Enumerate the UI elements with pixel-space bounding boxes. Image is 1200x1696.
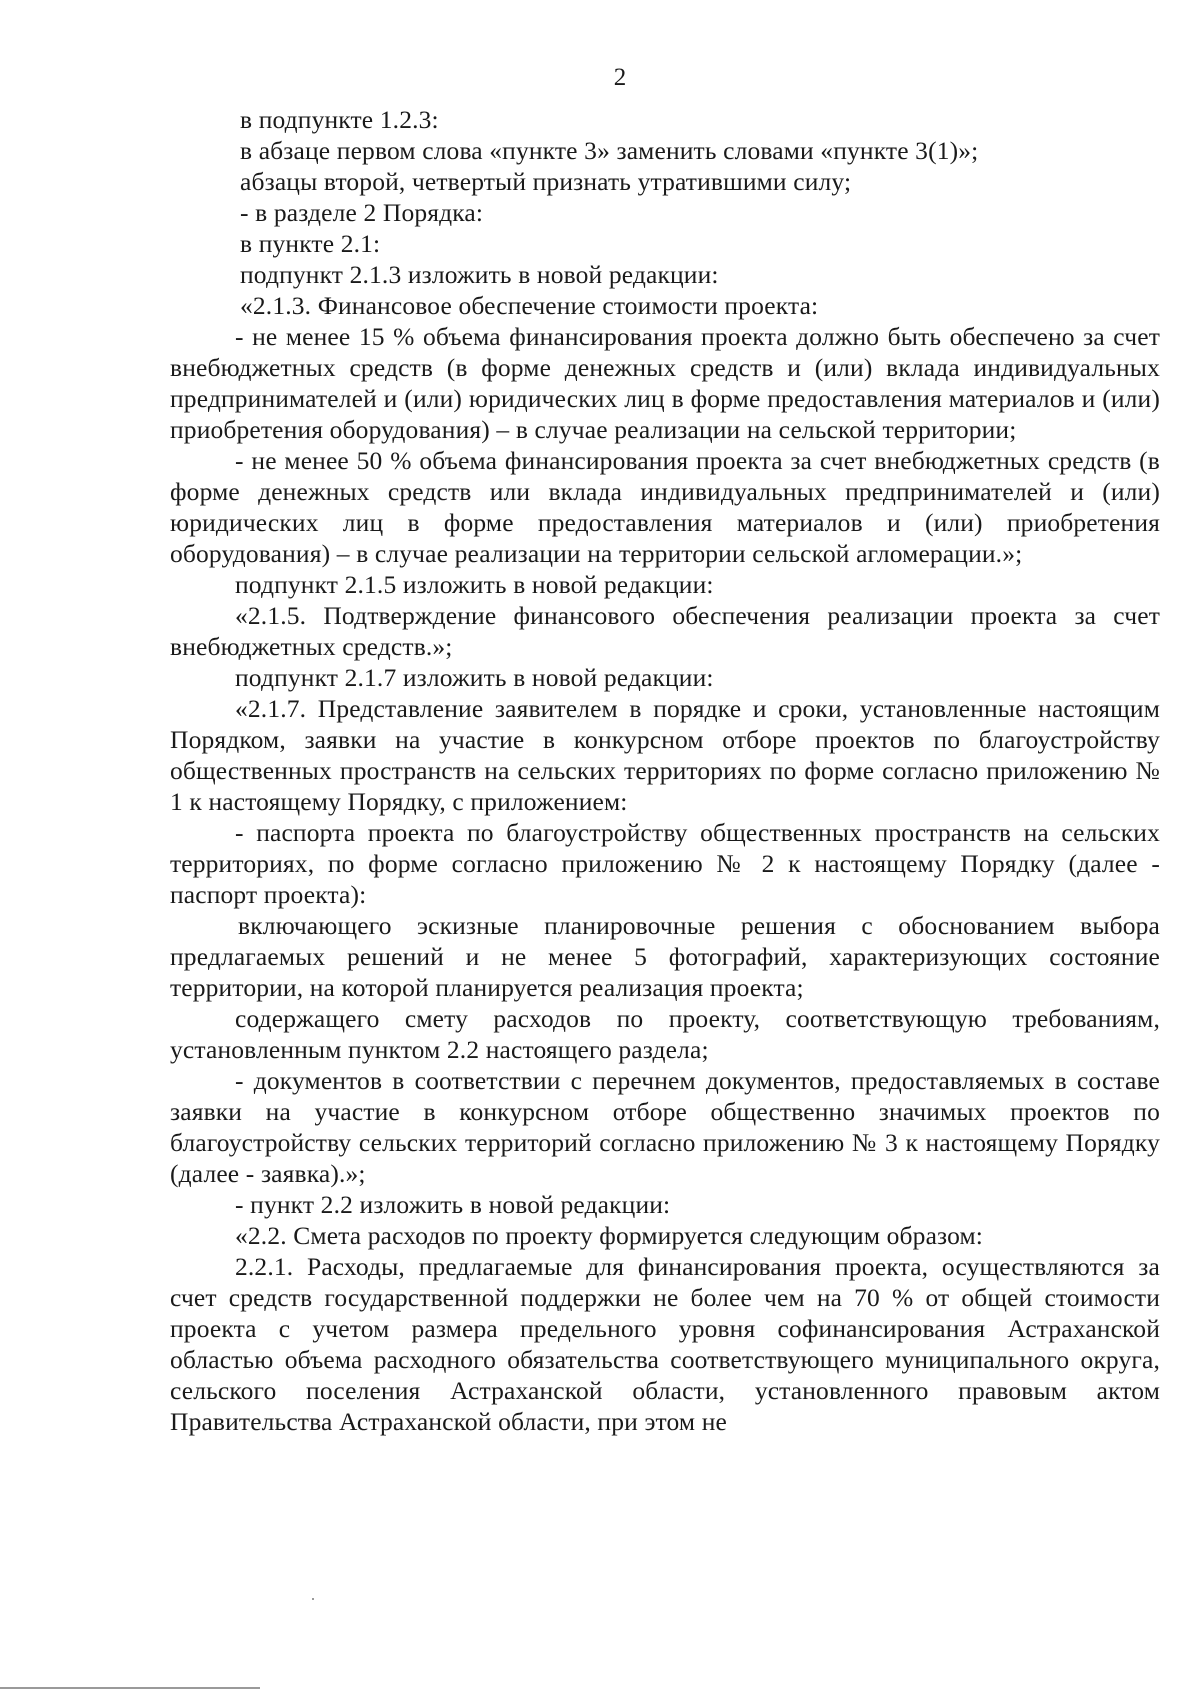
text-line: в абзаце первом слова «пункте 3» заменить словами «пункте 3(1)»; (240, 136, 979, 165)
text-line: «2.1.3. Финансовое обеспечение стоимости проекта: (240, 291, 819, 320)
paragraph: включающего эскизные планировочные решения с обоснованием выбора предлагаемых решений и не менее 5 фотографий, характеризующих состояние территории, на которой планируется реализация проекта; (170, 911, 1160, 1002)
paragraph: - документов в соответствии с перечнем документов, предоставляемых в составе заявки на участие в конкурсном отборе общественно значимых проектов по благоустройству сельских территорий согласно приложению № 3 к настоящему Порядку (далее - заявка).»; (170, 1066, 1160, 1188)
paragraph: подпункт 2.1.5 изложить в новой редакции: (235, 570, 714, 599)
scan-artifact-line (0, 1687, 260, 1689)
text-line: - в разделе 2 Порядка: (240, 198, 484, 227)
text-line: в пункте 2.1: (240, 229, 381, 258)
document-body (170, 104, 1160, 1437)
text-line: в подпункте 1.2.3: (240, 105, 439, 134)
paragraph: «2.1.7. Представление заявителем в порядке и сроки, установленные настоящим Порядком, заявки на участие в конкурсном отборе проектов по благоустройству общественных пространств на сельских территориях по форме согласно приложению № 1 к настоящему Порядку, с приложением: (170, 694, 1160, 816)
text-line: абзацы второй, четвертый признать утратившими силу; (240, 167, 852, 196)
paragraph: «2.2. Смета расходов по проекту формируется следующим образом: (235, 1221, 984, 1250)
paragraph: содержащего смету расходов по проекту, соответствующую требованиям, установленным пунктом 2.2 настоящего раздела; (170, 1004, 1160, 1064)
paragraph: - не менее 50 % объема финансирования проекта за счет внебюджетных средств (в форме денежных средств или вклада индивидуальных предпринимателей и (или) юридических лиц в форме предоставления материалов и (или) приобретения оборудования) – в случае реализации на территории сельской агломерации.»; (170, 446, 1160, 568)
page-number: 2 (613, 64, 627, 91)
scan-artifact-dot (312, 1598, 314, 1600)
text-line: подпункт 2.1.3 изложить в новой редакции: (240, 260, 719, 289)
paragraph: подпункт 2.1.7 изложить в новой редакции: (235, 663, 714, 692)
paragraph: - пункт 2.2 изложить в новой редакции: (235, 1190, 671, 1219)
paragraph: 2.2.1. Расходы, предлагаемые для финансирования проекта, осуществляются за счет средств государственной поддержки не более чем на 70 % от общей стоимости проекта с учетом размера предельного уровня софинансирования Астраханской областью объема расходного обязательства соответствующего муниципального округа, сельского поселения Астраханской области, установленного правовым актом Правительства Астраханской области, при этом не (170, 1252, 1160, 1436)
paragraph: - не менее 15 % объема финансирования проекта должно быть обеспечено за счет внебюджетных средств (в форме денежных средств и (или) вклада индивидуальных предпринимателей и (или) юридических лиц в форме предоставления материалов и (или) приобретения оборудования) – в случае реализации на сельской территории; (170, 322, 1160, 444)
paragraph: - паспорта проекта по благоустройству общественных пространств на сельских территориях, по форме согласно приложению № 2 к настоящему Порядку (далее - паспорт проекта): (170, 818, 1160, 909)
paragraph: «2.1.5. Подтверждение финансового обеспечения реализации проекта за счет внебюджетных средств.»; (170, 601, 1160, 661)
